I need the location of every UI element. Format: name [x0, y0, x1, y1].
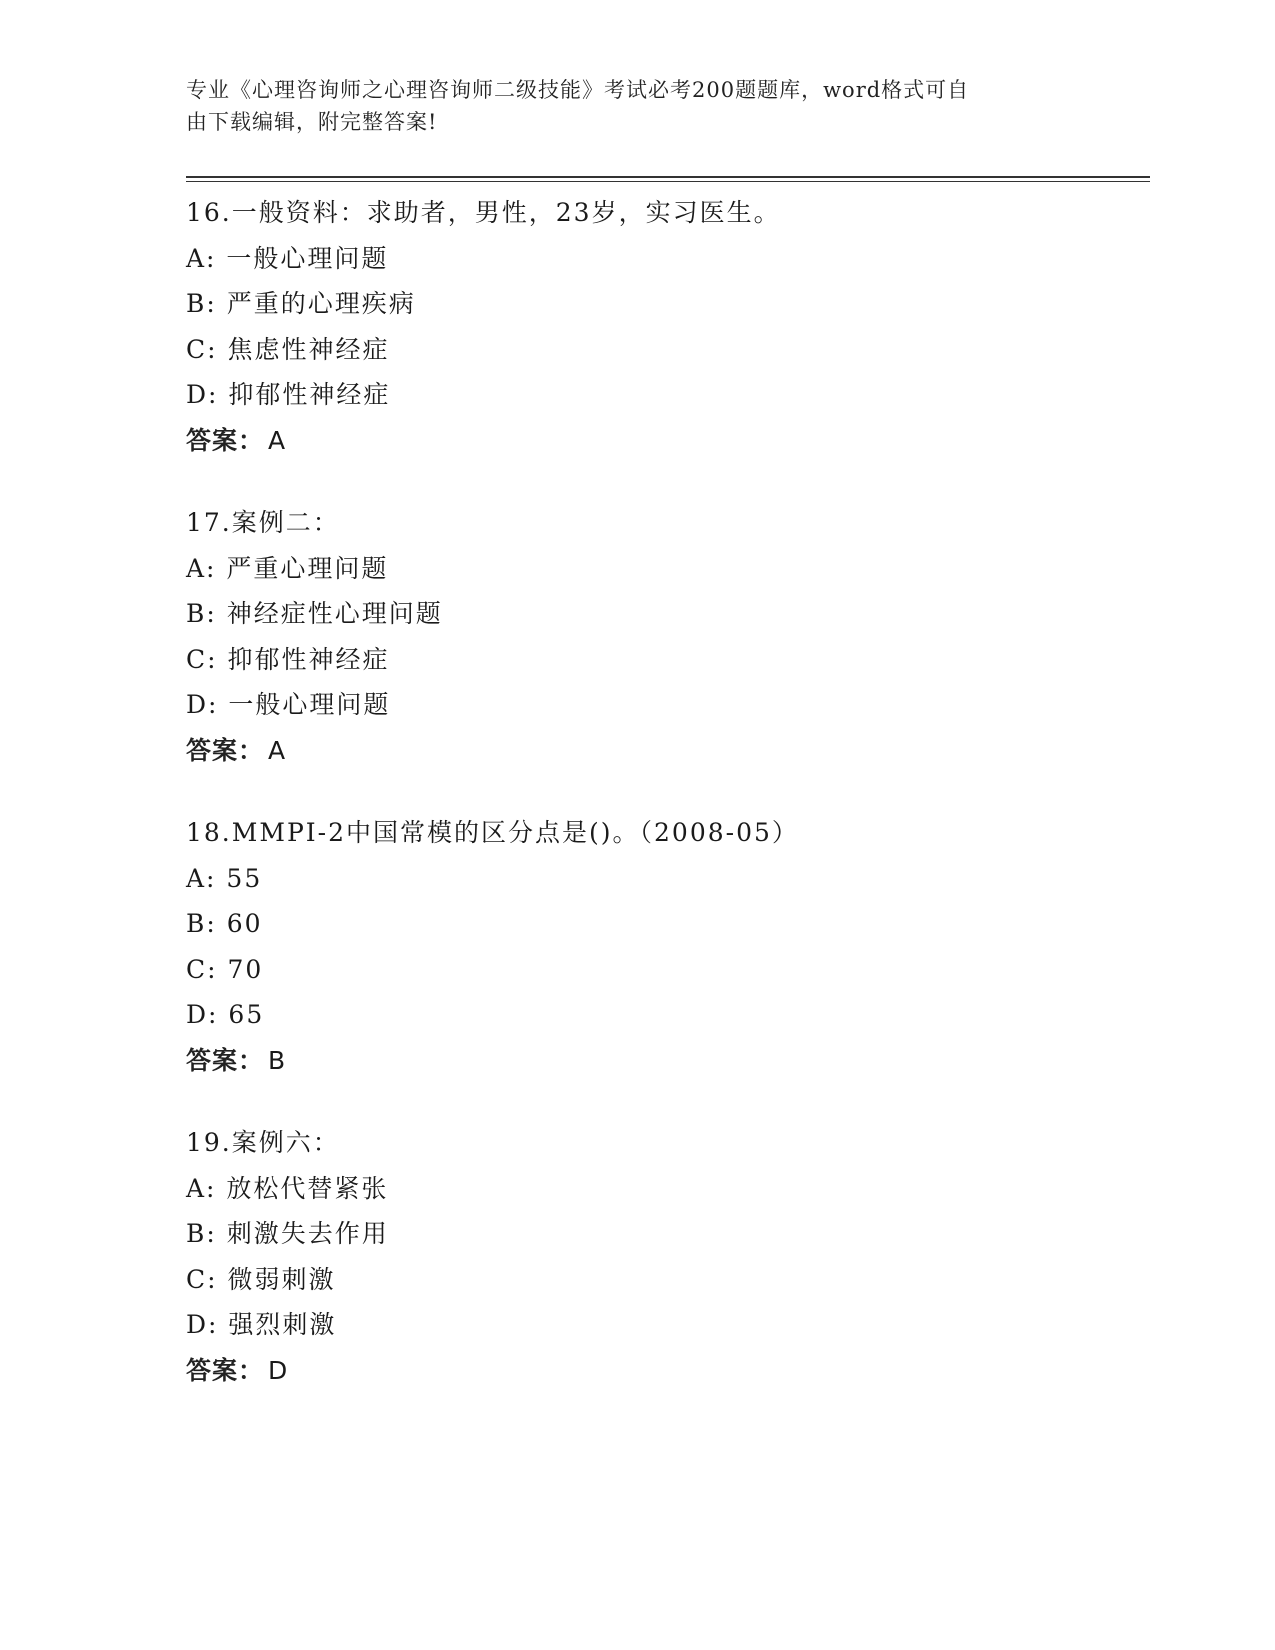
- question-18: [186, 810, 1146, 1083]
- option-d: D: 65: [186, 1000, 265, 1029]
- option-d: D: 抑郁性神经症: [186, 380, 391, 409]
- option-b: B: 60: [186, 909, 263, 938]
- question-stem: 17.案例二：: [186, 508, 340, 537]
- answer-line: [186, 728, 1146, 774]
- option-a: A: 一般心理问题: [186, 243, 389, 273]
- option-d: D: 强烈刺激: [186, 1310, 337, 1339]
- answer-value: A: [268, 735, 287, 765]
- question-17: [186, 500, 1146, 773]
- option-b: B: 刺激失去作用: [186, 1219, 389, 1248]
- answer-label: 答案：: [186, 735, 265, 765]
- option-c: C: 70: [186, 954, 264, 984]
- question-list: [186, 190, 1146, 1430]
- option-c: C: 焦虑性神经症: [186, 334, 390, 364]
- header-divider-thin: [186, 181, 1150, 182]
- option-b: B: 神经症性心理问题: [186, 599, 443, 628]
- answer-label: 答案：: [186, 425, 265, 455]
- header-line-2: 由下载编辑，附完整答案!: [186, 110, 438, 134]
- answer-label: 答案：: [186, 1045, 265, 1075]
- answer-line: [186, 418, 1146, 464]
- option-c: C: 微弱刺激: [186, 1264, 336, 1294]
- question-16: [186, 190, 1146, 463]
- question-stem: 18.MMPI-2中国常模的区分点是()。（2008-05）: [186, 818, 799, 847]
- answer-line: [186, 1038, 1146, 1084]
- option-d: D: 一般心理问题: [186, 690, 391, 719]
- question-stem: 19.案例六：: [186, 1128, 340, 1157]
- header-divider-thick: [186, 176, 1150, 178]
- answer-line: [186, 1348, 1146, 1394]
- option-a: A: 55: [186, 863, 263, 893]
- option-c: C: 抑郁性神经症: [186, 644, 390, 674]
- option-a: A: 严重心理问题: [186, 553, 389, 583]
- header-line-1: 专业《心理咨询师之心理咨询师二级技能》考试必考200题题库，word格式可自: [186, 78, 970, 102]
- question-19: [186, 1120, 1146, 1393]
- answer-value: B: [268, 1045, 287, 1075]
- option-b: B: 严重的心理疾病: [186, 289, 416, 318]
- question-stem: 16.一般资料：求助者，男性，23岁，实习医生。: [186, 198, 781, 227]
- document-header: [186, 74, 1066, 138]
- option-a: A: 放松代替紧张: [186, 1173, 389, 1203]
- answer-label: 答案：: [186, 1355, 265, 1385]
- answer-value: D: [268, 1355, 289, 1385]
- answer-value: A: [268, 425, 287, 455]
